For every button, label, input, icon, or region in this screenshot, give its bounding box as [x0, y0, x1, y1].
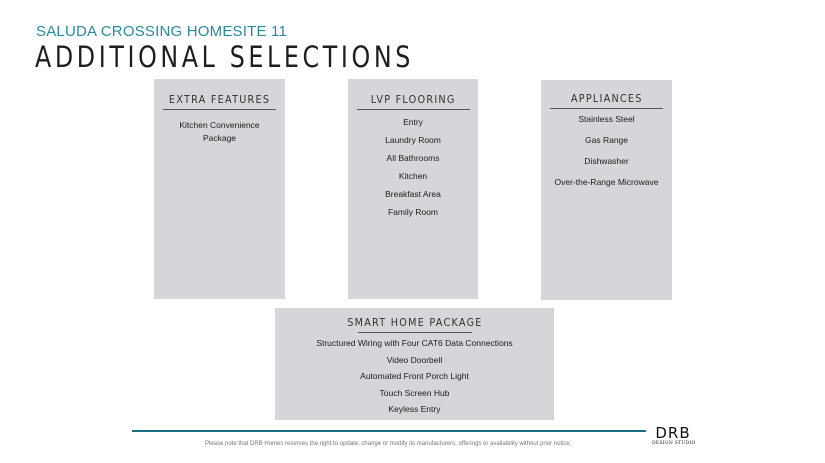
list-item: Touch Screen Hub [379, 387, 450, 398]
appliances-list [555, 113, 659, 189]
list-item: Family Room [387, 207, 439, 217]
list-item: Dishwasher [584, 156, 629, 166]
page-subtitle: SALUDA CROSSING HOMESITE 11 [36, 23, 288, 40]
list-item: Entry [403, 117, 423, 127]
extra-features-heading: EXTRA FEATURES [168, 93, 271, 106]
smart-home-list [316, 337, 512, 416]
logo-mark: DRB [655, 424, 691, 442]
footer-disclaimer: Please note that DRB Homes reserves the right to update, change or modify its manufacturers, offerings or availability without prior notice. [205, 441, 572, 447]
smart-home-rule [358, 332, 472, 333]
list-item: Kitchen [398, 171, 428, 181]
extra-features-card [154, 79, 285, 299]
logo-subtext: DESIGN STUDIO [652, 441, 696, 446]
lvp-flooring-heading: LVP FLOORING [370, 93, 456, 106]
list-item: Structured Wiring with Four CAT6 Data Connections [316, 338, 513, 348]
lvp-flooring-list [385, 116, 441, 219]
extra-features-item-kitchen: Kitchen Convenience Package [179, 120, 260, 143]
footer-divider [132, 430, 646, 432]
list-item: Gas Range [585, 135, 628, 145]
list-item: Video Doorbell [386, 354, 443, 365]
appliances-rule [550, 108, 663, 109]
list-item: Over-the-Range Microwave [554, 177, 659, 187]
list-item: Laundry Room [385, 135, 441, 145]
list-item: Keyless Entry [388, 404, 441, 414]
lvp-flooring-rule [357, 109, 470, 110]
extra-features-rule [163, 109, 276, 110]
smart-home-heading: SMART HOME PACKAGE [346, 316, 483, 329]
list-item: All Bathrooms [386, 153, 440, 163]
list-item: Automated Front Porch Light [360, 371, 469, 381]
list-item: Stainless Steel [578, 114, 635, 124]
appliances-card [541, 80, 672, 300]
drb-design-studio-logo [652, 425, 694, 446]
list-item: Breakfast Area [385, 189, 441, 199]
lvp-flooring-card [348, 79, 478, 299]
smart-home-card [275, 308, 554, 420]
page-title: ADDITIONAL SELECTIONS [35, 40, 414, 74]
appliances-heading: APPLIANCES [570, 92, 643, 105]
